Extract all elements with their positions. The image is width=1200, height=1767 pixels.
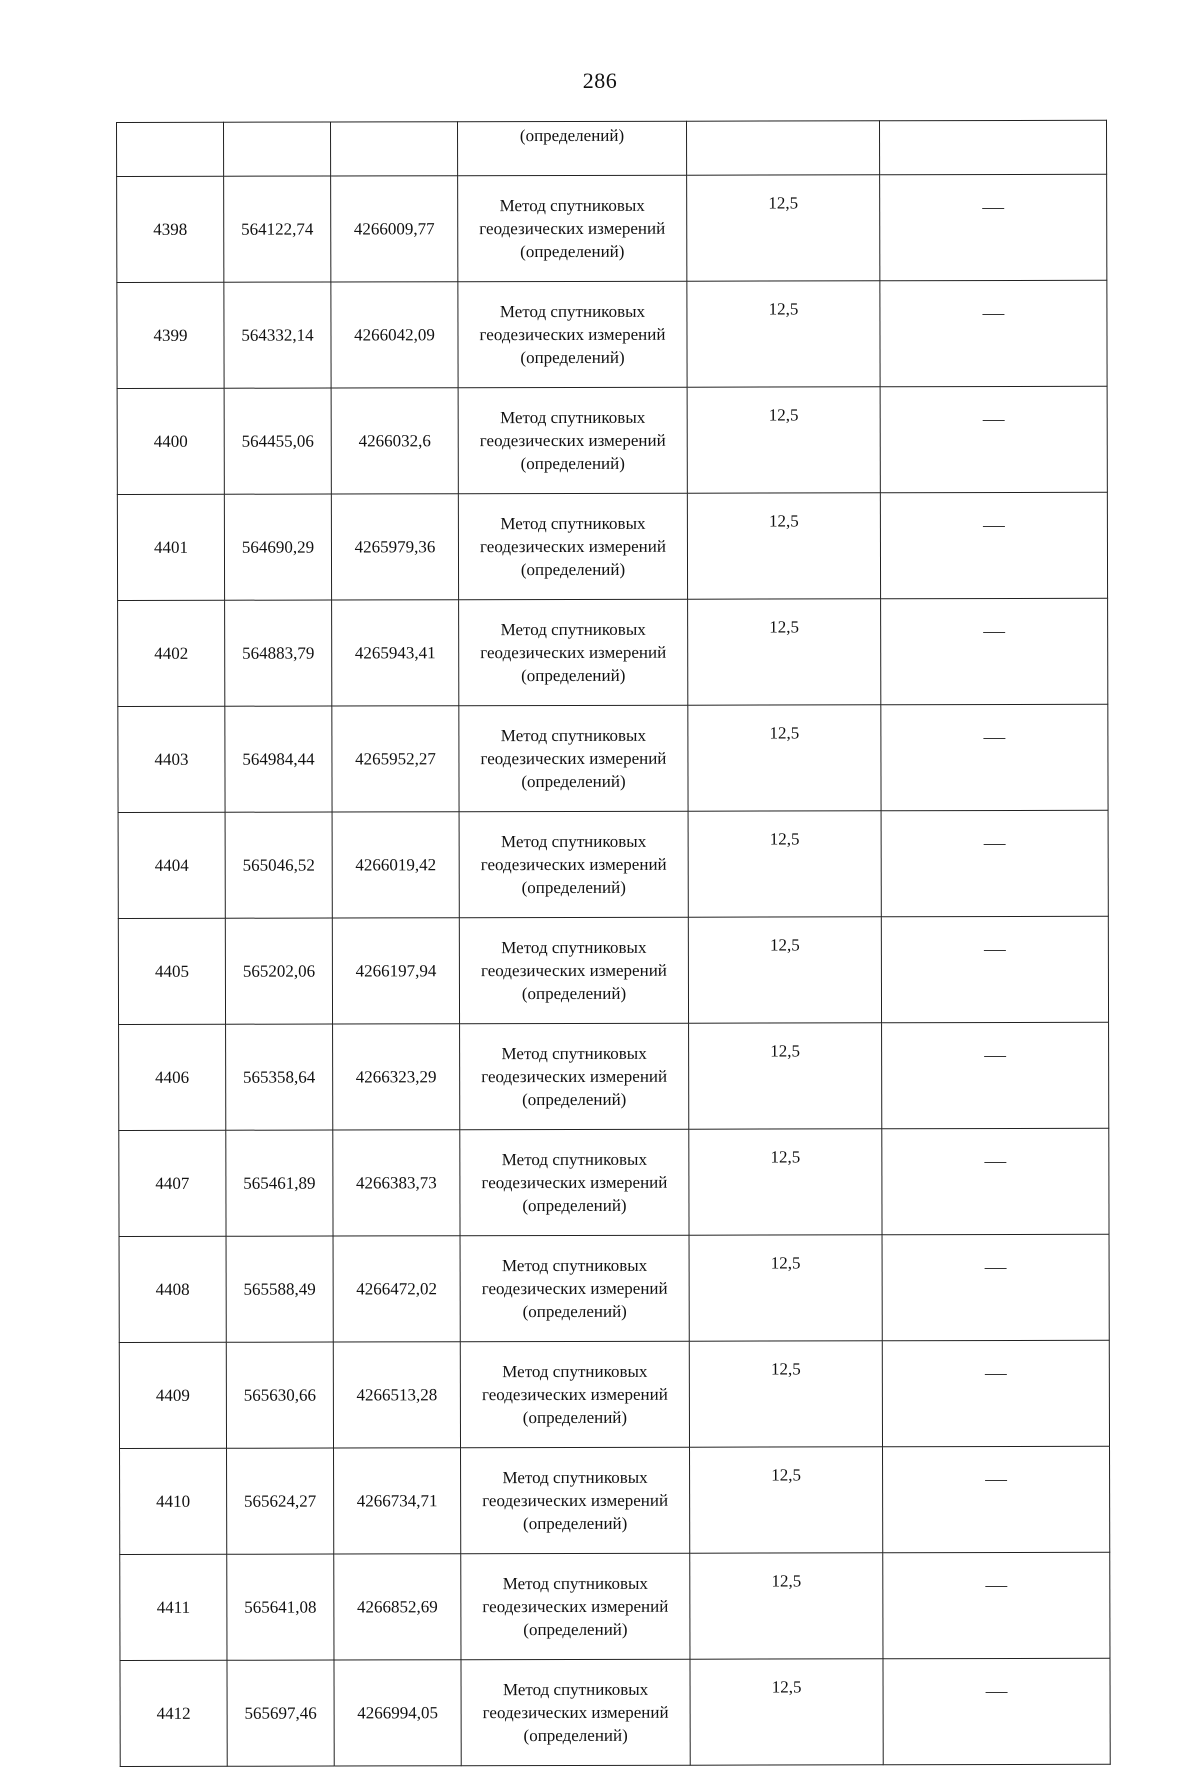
method-line-1: Метод спутниковых [502,1467,648,1488]
method-line-3: (определений) [522,1301,627,1322]
method-line-1: Метод спутниковых [499,195,645,216]
cell-point-number: 4406 [119,1024,226,1130]
dash-mark [983,738,1005,739]
cell-note [882,1340,1109,1447]
cell-note [881,598,1108,705]
cell-point-number [117,122,224,176]
table-row [119,1022,1109,1130]
cell-point-number: 4411 [120,1554,227,1660]
cell-y-coordinate: 4266009,77 [331,176,458,282]
method-line-2: геодезических измерений [482,1596,669,1617]
table-row [119,1128,1109,1236]
method-line-2: геодезических измерений [479,536,666,557]
cell-point-number: 4402 [118,600,225,706]
cell-y-coordinate: 4266852,69 [334,1554,461,1660]
dash-mark [983,526,1005,527]
cell-method [460,1341,689,1448]
cell-note [880,174,1107,281]
cell-accuracy: 12,5 [689,1235,882,1341]
cell-y-coordinate: 4266994,05 [334,1660,461,1766]
cell-y-coordinate: 4266042,09 [331,282,458,388]
method-line-1: Метод спутниковых [500,407,646,428]
cell-x-coordinate: 564883,79 [225,600,332,706]
cell-point-number: 4410 [120,1448,227,1554]
dash-mark [983,420,1005,421]
cell-y-coordinate: 4266383,73 [333,1130,460,1236]
method-line-3: (определений) [520,453,625,474]
method-line-2: геодезических измерений [481,1172,668,1193]
method-line-2: геодезических измерений [480,854,667,875]
cell-accuracy [686,121,879,175]
table-row [117,174,1107,282]
cell-note [883,1658,1110,1765]
table-row [119,1340,1109,1448]
method-line-2: геодезических измерений [482,1490,669,1511]
cell-x-coordinate: 565202,06 [225,918,332,1024]
cell-accuracy: 12,5 [687,281,880,387]
method-line-3: (определений) [521,877,626,898]
method-line-1: Метод спутниковых [500,619,646,640]
method-line-1: Метод спутниковых [502,1361,648,1382]
table-row [117,386,1107,494]
cell-point-number: 4404 [118,812,225,918]
cell-method [460,1129,689,1236]
dash-mark [985,1480,1007,1481]
cell-note [883,1446,1110,1553]
method-line-3: (определений) [521,983,627,1004]
method-line-3: (определений) [522,1089,627,1110]
table-row [120,1658,1110,1766]
cell-method [461,1447,690,1554]
cell-point-number: 4409 [119,1342,226,1448]
cell-note [880,386,1107,493]
table-row [118,598,1108,706]
cell-method [459,705,688,812]
method-line-3: (определений) [521,665,626,686]
dash-mark [985,1374,1007,1375]
method-line-2: геодезических измерений [481,1384,668,1405]
cell-y-coordinate: 4266323,29 [333,1024,460,1130]
cell-point-number: 4401 [117,494,224,600]
method-line-1: Метод спутниковых [501,831,647,852]
cell-point-number: 4405 [118,918,225,1024]
method-line-1: Метод спутниковых [501,1255,648,1276]
cell-note [880,492,1107,599]
cell-note [880,280,1107,387]
cell-x-coordinate: 564690,29 [224,494,331,600]
page-number: 286 [582,68,618,93]
cell-accuracy: 12,5 [687,175,880,281]
method-line-3: (определений) [522,1407,628,1428]
cell-y-coordinate: 4266032,6 [331,388,458,494]
dash-mark [982,314,1004,315]
method-line-2: геодезических измерений [481,1066,668,1087]
cell-point-number: 4400 [117,388,224,494]
method-line-3: (определений) [523,1725,628,1746]
cell-note [882,1128,1109,1235]
cell-y-coordinate: 4266019,42 [332,812,459,918]
cell-note [879,120,1106,175]
table-row [120,1552,1110,1660]
cell-point-number: 4399 [117,282,224,388]
dash-mark [983,632,1005,633]
method-line-2: геодезических измерений [480,642,667,663]
method-line-1: Метод спутниковых [502,1573,648,1594]
cell-point-number: 4398 [117,176,224,282]
method-line-2: геодезических измерений [482,1702,669,1723]
cell-point-number: 4407 [119,1130,226,1236]
cell-y-coordinate: 4266472,02 [333,1236,460,1342]
method-line-1: Метод спутниковых [502,1679,649,1700]
cell-accuracy: 12,5 [690,1659,883,1765]
method-line-3: (определений) [522,1195,627,1216]
cell-accuracy: 12,5 [690,1447,883,1553]
cell-note [882,1234,1109,1341]
cell-accuracy: 12,5 [688,705,881,811]
cell-accuracy: 12,5 [690,1553,883,1659]
cell-x-coordinate: 564984,44 [225,706,332,812]
cell-y-coordinate: 4265943,41 [332,600,459,706]
cell-x-coordinate: 565046,52 [225,812,332,918]
coordinates-table [116,120,1111,1767]
method-line-1: Метод спутниковых [499,301,646,322]
cell-x-coordinate: 565624,27 [227,1448,334,1554]
dash-mark [982,208,1004,209]
cell-method [460,1023,689,1130]
cell-x-coordinate [224,122,331,176]
method-line-1: Метод спутниковых [501,937,647,958]
cell-method [458,175,687,282]
cell-method [459,811,688,918]
table-row [118,916,1108,1024]
table-row [118,810,1108,918]
dash-mark [984,1162,1006,1163]
table-row [120,1446,1110,1554]
method-line-1: Метод спутниковых [500,513,646,534]
cell-method: (определений) [458,121,687,176]
cell-x-coordinate: 565358,64 [226,1024,333,1130]
cell-note [881,810,1108,917]
method-line-2: геодезических измерений [479,430,666,451]
dash-mark [985,1268,1007,1269]
dash-mark [986,1692,1008,1693]
cell-accuracy: 12,5 [687,493,880,599]
cell-method [459,917,688,1024]
cell-y-coordinate: 4265952,27 [332,706,459,812]
cell-note [881,916,1108,1023]
cell-accuracy: 12,5 [688,599,881,705]
cell-accuracy: 12,5 [687,387,880,493]
cell-y-coordinate: 4266734,71 [334,1448,461,1554]
cell-y-coordinate [331,122,458,176]
cell-method [460,1235,689,1342]
cell-x-coordinate: 565588,49 [226,1236,333,1342]
cell-y-coordinate: 4266513,28 [333,1342,460,1448]
cell-point-number: 4412 [120,1660,227,1766]
method-line-2: геодезических измерений [480,748,667,769]
method-line-2: геодезических измерений [479,218,666,239]
cell-point-number: 4408 [119,1236,226,1342]
method-line-3: (определений) [523,1513,628,1534]
method-line-1: Метод спутниковых [501,1149,647,1170]
dash-mark [984,1056,1006,1057]
cell-accuracy: 12,5 [688,811,881,917]
cell-accuracy: 12,5 [689,1023,882,1129]
cell-y-coordinate: 4265979,36 [331,494,458,600]
table-row [118,704,1108,812]
dash-mark [985,1586,1007,1587]
cell-method [458,493,687,600]
cell-x-coordinate: 565461,89 [226,1130,333,1236]
method-line-1: Метод спутниковых [500,725,646,746]
cell-note [881,704,1108,811]
cell-x-coordinate: 564332,14 [224,282,331,388]
cell-accuracy: 12,5 [689,1129,882,1235]
dash-mark [984,950,1006,951]
cell-point-number: 4403 [118,706,225,812]
method-line-2: геодезических измерений [481,1278,668,1299]
table-row [117,492,1107,600]
cell-method [458,387,687,494]
dash-mark [984,844,1006,845]
method-line-2: геодезических измерений [480,960,667,981]
cell-method [461,1553,690,1660]
continuation-row [117,120,1107,176]
cell-accuracy: 12,5 [688,917,881,1023]
method-line-1: Метод спутниковых [501,1043,647,1064]
cell-y-coordinate: 4266197,94 [332,918,459,1024]
cell-x-coordinate: 565697,46 [227,1660,334,1766]
cell-x-coordinate: 565630,66 [226,1342,333,1448]
cell-method [459,599,688,706]
cell-method [461,1659,690,1766]
method-line-2: геодезических измерений [479,324,666,345]
cell-accuracy: 12,5 [689,1341,882,1447]
cell-x-coordinate: 564455,06 [224,388,331,494]
method-line-3: (определений) [520,559,626,580]
method-line-3: (определений) [520,347,625,368]
cell-x-coordinate: 564122,74 [224,176,331,282]
method-line-3: (определений) [520,241,625,262]
cell-method [458,281,687,388]
table-row [117,280,1107,388]
cell-x-coordinate: 565641,08 [227,1554,334,1660]
table-row [119,1234,1109,1342]
cell-note [883,1552,1110,1659]
method-line-3: (определений) [523,1619,628,1640]
cell-note [882,1022,1109,1129]
method-line-3: (определений) [521,771,626,792]
